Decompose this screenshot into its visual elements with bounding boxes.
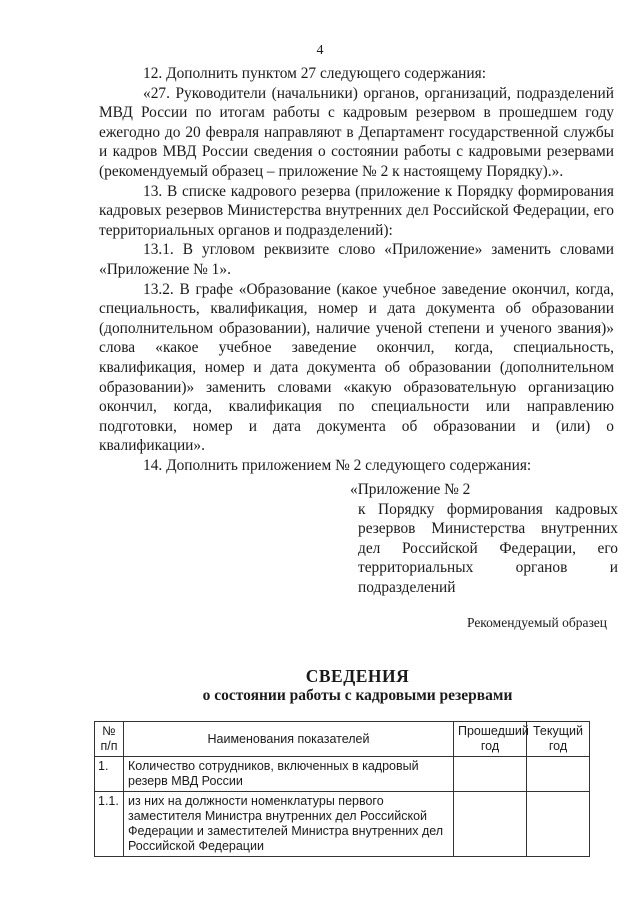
recommended-sample-label: Рекомендуемый образец bbox=[466, 615, 607, 630]
table-row bbox=[95, 792, 590, 857]
row-previous-year bbox=[454, 792, 527, 857]
form-subtitle: о состоянии работы с кадровыми резервами bbox=[202, 687, 513, 704]
row-number: 1. bbox=[95, 757, 124, 792]
paragraph-27: «27. Руководители (начальники) органов, организаций, подразделений МВД России по итогам работы с кадровым резервом в прошедшем году ежегодно до 20 февраля направляют в Департамент государственной службы и кадров МВД России сведения о состоянии работы с кадровыми резервами (рекомендуемый образец – приложение № 2 к настоящему Порядку).». bbox=[99, 84, 614, 180]
page-number: 4 bbox=[316, 43, 324, 58]
row-name: Количество сотрудников, включенных в кадровый резерв МВД России bbox=[124, 757, 454, 792]
paragraph-13: 13. В списке кадрового резерва (приложение к Порядку формирования кадровых резервов Министерства внутренних дел Российской Федерации, его территориальных органов и подразделений): bbox=[99, 182, 614, 239]
paragraph-14: 14. Дополнить приложением № 2 следующего содержания: bbox=[143, 456, 532, 474]
row-name: из них на должности номенклатуры первого заместителя Министра внутренних дел Российской Федерации и заместителей Министра внутренних дел Российской Федерации bbox=[124, 792, 454, 857]
header-previous-year: Прошедший год bbox=[454, 722, 527, 757]
row-previous-year bbox=[454, 757, 527, 792]
body-text bbox=[99, 64, 614, 475]
appendix-reference bbox=[350, 480, 618, 598]
header-number: № п/п bbox=[95, 722, 124, 757]
header-name: Наименования показателей bbox=[124, 722, 454, 757]
paragraph-13-2: 13.2. В графе «Образование (какое учебное заведение окончил, когда, специальность, квалификация, номер и дата документа об образовании (дополнительном образовании), наличие ученой степени и ученого звания)» слова «какое учебное заведение окончил, когда, специальность, квалификация, номер и дата документа об образовании (дополнительном образовании)» заменить словами «какую образовательную организацию окончил, когда, квалификация по специальности или направлению подготовки, номер и дата документа об образовании и (или) о квалификации». bbox=[99, 280, 614, 455]
header-current-year: Текущий год bbox=[527, 722, 590, 757]
row-current-year bbox=[527, 792, 590, 857]
table-row bbox=[95, 757, 590, 792]
appendix-rest: к Порядку формирования кадровых резервов Министерства внутренних дел Российской Федерации, его территориальных органов и подразделений bbox=[358, 500, 618, 596]
table-header-row bbox=[95, 722, 590, 757]
indicators-table bbox=[94, 721, 590, 857]
paragraph-12: 12. Дополнить пунктом 27 следующего содержания: bbox=[143, 65, 486, 82]
appendix-line1: «Приложение № 2 bbox=[350, 481, 471, 498]
row-number: 1.1. bbox=[95, 792, 124, 857]
row-current-year bbox=[527, 757, 590, 792]
paragraph-13-1: 13.1. В угловом реквизите слово «Приложение» заменить словами «Приложение № 1». bbox=[99, 241, 614, 278]
form-title: СВЕДЕНИЯ bbox=[305, 666, 410, 686]
